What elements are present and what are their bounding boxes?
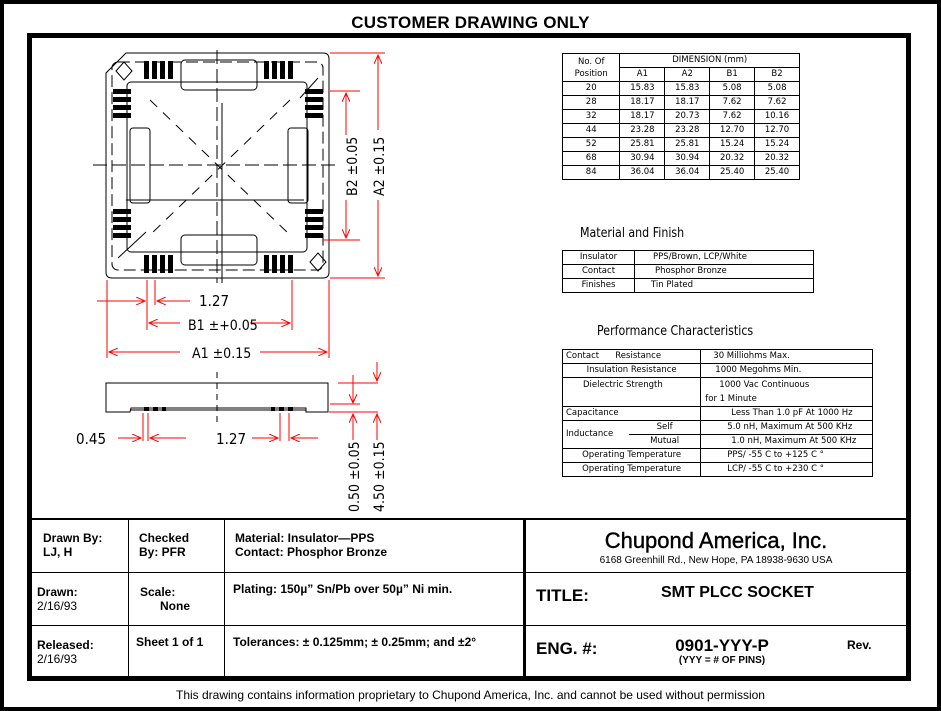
table-row: Mutual 1.0 nH, Maximum At 500 KHz	[563, 435, 873, 449]
company-name: Chupond America, Inc.	[604, 528, 828, 553]
table-row: 68 30.94 30.94 20.32 20.32	[563, 152, 800, 166]
contact-pins	[113, 61, 323, 273]
table-row: Operating Temperature LCP/ -55 C to +230 C °	[563, 463, 873, 477]
dim-b1: B1 ±+0.05	[188, 318, 258, 334]
checked-by-cell: Checked By: PFR	[139, 531, 190, 559]
title-block	[32, 518, 906, 676]
title-label: TITLE:	[536, 586, 589, 605]
title-block-top-rule	[32, 518, 906, 520]
drawing-title: SMT PLCC SOCKET	[661, 584, 814, 601]
proprietary-notice: This drawing contains information proprietary to Chupond America, Inc. and cannot be used without permission	[176, 688, 765, 702]
material-finish-table	[562, 250, 814, 293]
dim-pitch-top: 1.27	[199, 292, 230, 310]
top-view-dimensions	[97, 53, 385, 358]
table-row: 20 15.83 15.83 5.08 5.08	[563, 82, 800, 96]
table-row: 52 25.81 25.81 15.24 15.24	[563, 138, 800, 152]
title-block-col-rule	[224, 518, 225, 676]
side-view-dim-labels	[76, 430, 388, 512]
col-a2: A2	[665, 68, 710, 82]
eng-note: (YYY = # OF PINS)	[678, 655, 766, 666]
table-row: 44 23.28 23.28 12.70 12.70	[563, 124, 800, 138]
table-row: 84 36.04 36.04 25.40 25.40	[563, 166, 800, 180]
performance-table	[562, 349, 873, 477]
drawn-date-cell: Drawn: 2/16/93	[37, 585, 78, 613]
dim-pitch-side: 1.27	[216, 430, 247, 448]
dim-a2: A2 ±0.15	[372, 136, 388, 196]
col-b2: B2	[755, 68, 800, 82]
released-cell: Released: 2/16/93	[37, 638, 94, 666]
plating-note: Plating: 150µ” Sn/Pb over 50µ” Ni min.	[233, 582, 453, 596]
eng-number: 0901-YYY-P	[675, 636, 769, 655]
dimension-table	[562, 53, 800, 180]
material-finish-title: Material and Finish	[580, 226, 685, 241]
col-b1: B1	[710, 68, 755, 82]
drawn-by-cell: Drawn By: LJ, H	[43, 531, 103, 559]
revision-label: Rev.	[847, 638, 872, 652]
position-header: No. Of Position	[563, 54, 620, 82]
sheet-number: Sheet 1 of 1	[136, 635, 204, 649]
material-cell: Material: Insulator—PPS Contact: Phosphor Bronze	[235, 531, 387, 559]
company-cell	[526, 528, 906, 567]
eng-number-cell	[652, 636, 792, 667]
dim-a1: A1 ±0.15	[192, 346, 252, 362]
side-view-dimensions	[118, 362, 378, 441]
scale-cell: Scale: None	[140, 585, 190, 613]
performance-title: Performance Characteristics	[597, 324, 754, 339]
col-a1: A1	[620, 68, 665, 82]
eng-label: ENG. #:	[536, 639, 598, 658]
table-row: Insulator PPS/Brown, LCP/White	[563, 251, 814, 265]
table-row: Inductance Self 5.0 nH, Maximum At 500 KHz	[563, 421, 873, 435]
dim-height: 4.50 ±0.15	[372, 441, 388, 512]
table-row: Insulation Resistance 1000 Megohms Min.	[563, 364, 873, 378]
table-row: Finishes Tin Plated	[563, 279, 814, 293]
dim-standoff: 0.50 ±0.05	[347, 441, 363, 512]
dim-b2: B2 ±0.05	[345, 136, 361, 196]
table-row: 32 18.17 20.73 7.62 10.16	[563, 110, 800, 124]
table-row: Dielectric Strength 1000 Vac Continuous for 1 Minute	[563, 378, 873, 407]
table-row: Contact Resistance 30 Milliohms Max.	[563, 350, 873, 364]
dim-pad-width: 0.45	[76, 430, 107, 448]
table-row: 28 18.17 18.17 7.62 7.62	[563, 96, 800, 110]
title-block-col-rule	[128, 518, 129, 676]
table-row: Operating Temperature PPS/ -55 C to +125 C °	[563, 449, 873, 463]
title-block-row-rule	[32, 625, 906, 626]
tolerances-note: Tolerances: ± 0.125mm; ± 0.25mm; and ±2°	[233, 635, 477, 649]
title-block-row-rule	[32, 572, 906, 573]
table-row: Capacitance Less Than 1.0 pF At 1000 Hz	[563, 407, 873, 421]
top-view	[93, 50, 335, 283]
table-row: Contact Phosphor Bronze	[563, 265, 814, 279]
company-address: 6168 Greenhill Rd., New Hope, PA 18938-9630 USA	[599, 555, 833, 566]
side-view	[106, 372, 328, 422]
dimension-group-header: DIMENSION (mm)	[620, 54, 800, 68]
drawing-header: CUSTOMER DRAWING ONLY	[351, 13, 590, 32]
